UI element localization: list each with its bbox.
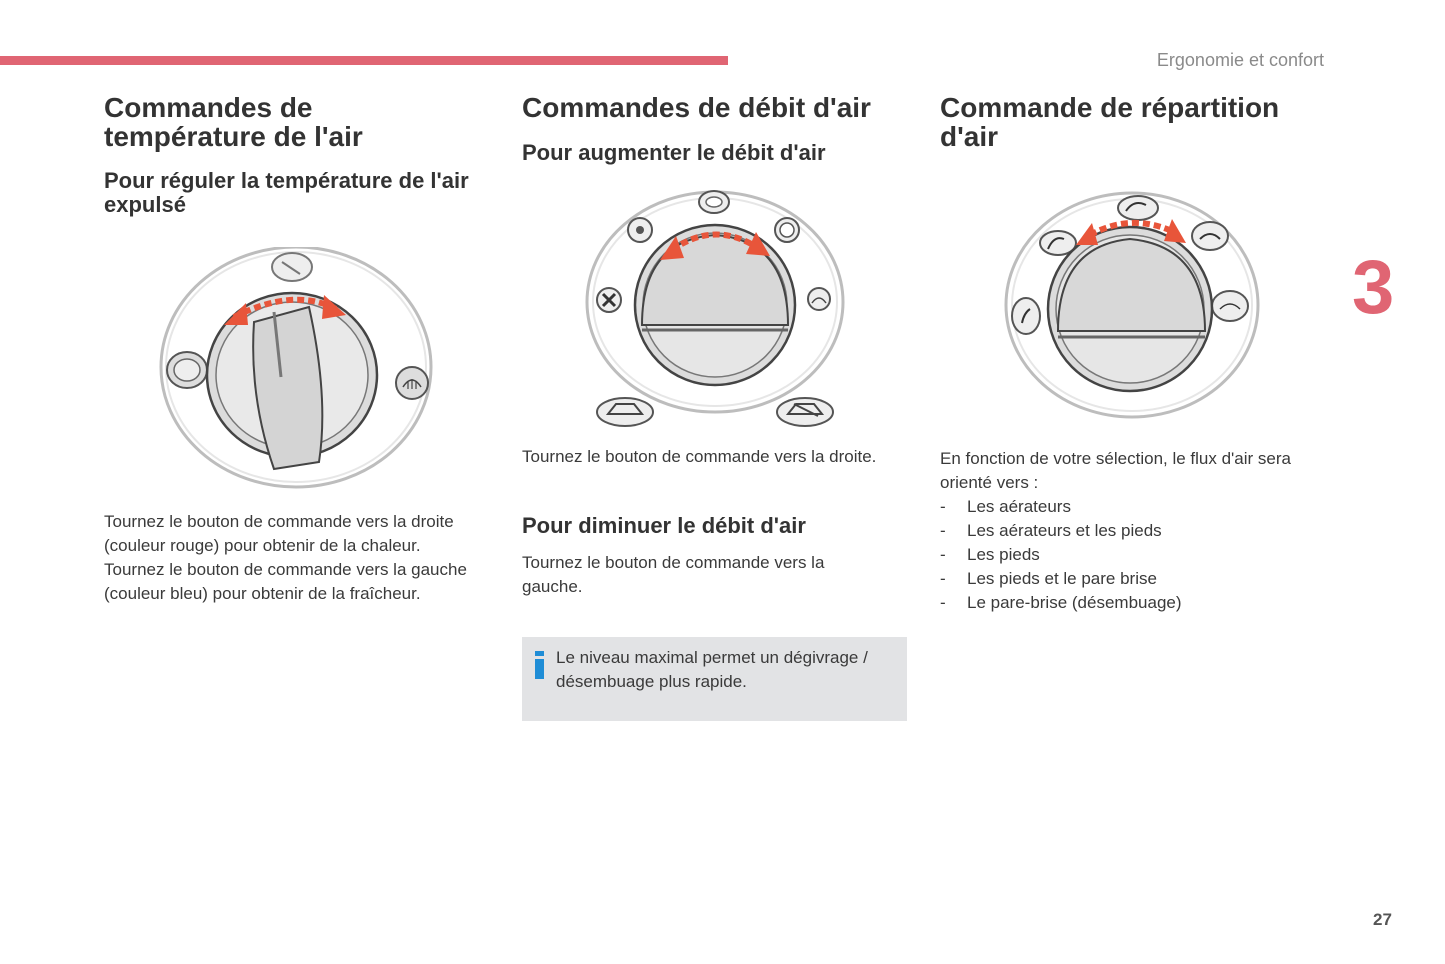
list-item: - Les pieds [940, 543, 1330, 567]
distribution-knob-illustration [1000, 191, 1340, 431]
temperature-subtitle: Pour réguler la température de l'air expulsé [104, 168, 469, 217]
section-title: Ergonomie et confort [1156, 50, 1324, 70]
info-text: Le niveau maximal permet un dégivrage / désembuage plus rapide. [556, 648, 868, 691]
flow-decrease-subtitle: Pour diminuer le débit d'air [522, 513, 806, 538]
flow-increase-subtitle: Pour augmenter le débit d'air [522, 140, 826, 165]
temperature-section [104, 93, 494, 606]
page-number: 27 [1373, 910, 1392, 929]
chapter-number: 3 [1352, 245, 1395, 330]
flow-section [522, 93, 912, 599]
info-icon [534, 651, 546, 679]
temperature-body: Tournez le bouton de commande vers la droite (couleur rouge) pour obtenir de la chaleur. Tournez le bouton de commande vers la gauche (couleur bleu) pour obtenir de la fraîcheur. [104, 512, 467, 603]
header-accent-bar [0, 56, 728, 65]
distribution-section [940, 93, 1330, 615]
list-item: - Les pieds et le pare brise [940, 567, 1330, 591]
fan-knob-illustration [580, 190, 920, 440]
distribution-intro: En fonction de votre sélection, le flux d'air sera orienté vers : [940, 449, 1291, 492]
distribution-options [940, 495, 1330, 615]
flow-increase-body: Tournez le bouton de commande vers la droite. [522, 447, 877, 466]
temperature-knob-illustration [154, 247, 494, 502]
list-item: - Les aérateurs et les pieds [940, 519, 1330, 543]
flow-decrease-body: Tournez le bouton de commande vers la gauche. [522, 553, 825, 596]
temperature-title: Commandes de température de l'air [104, 92, 363, 152]
list-item: - Le pare-brise (désembuage) [940, 591, 1330, 615]
distribution-title: Commande de répartition d'air [940, 92, 1280, 152]
flow-title: Commandes de débit d'air [522, 92, 871, 123]
info-note [522, 637, 907, 721]
list-item: - Les aérateurs [940, 495, 1330, 519]
